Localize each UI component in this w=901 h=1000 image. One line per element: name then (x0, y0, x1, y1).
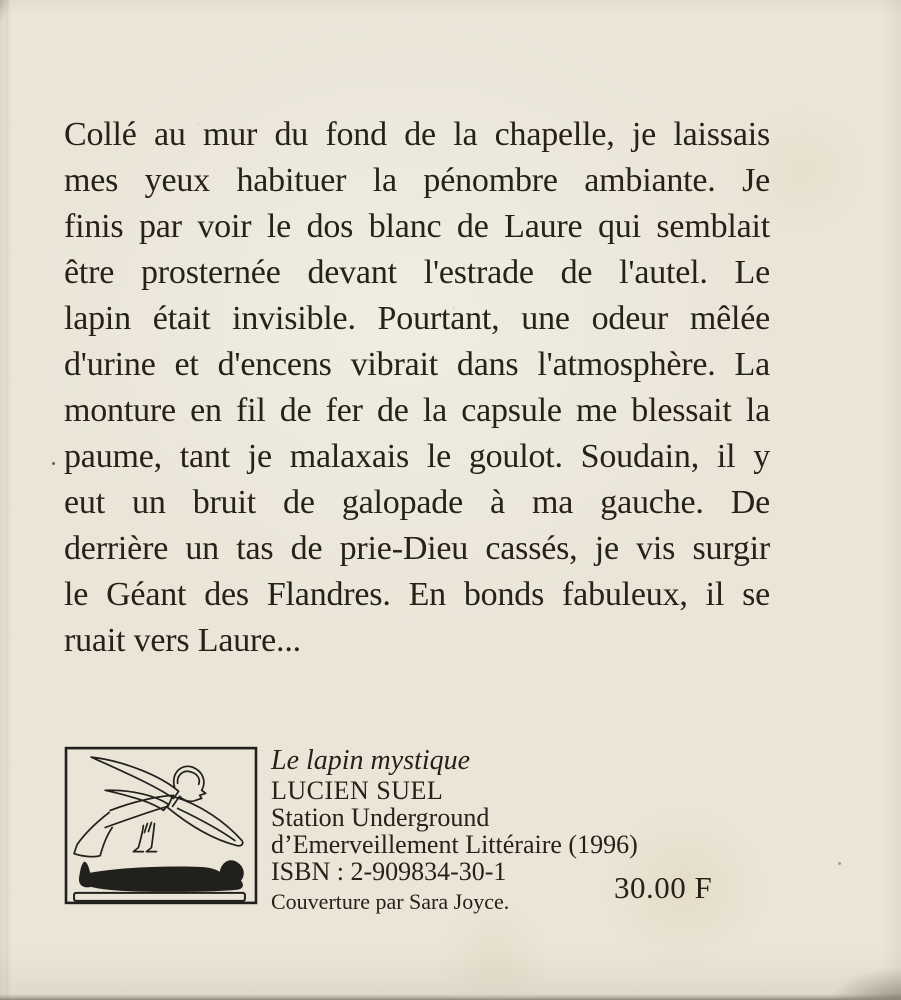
book-title: Le lapin mystique (271, 745, 471, 776)
excerpt-line: finis par voir le dos blanc de Laure qui semblait (64, 208, 770, 245)
excerpt-line: Collé au mur du fond de la chapelle, je laissais (64, 116, 770, 153)
excerpt-line: d'urine et d'encens vibrait dans l'atmosphère. La (64, 346, 770, 383)
publisher-name-line2: d’Emerveillement Littéraire (1996) (271, 830, 638, 859)
excerpt-paragraph (64, 112, 770, 664)
publisher-name: Station Underground (271, 803, 490, 832)
excerpt-line: mes yeux habituer la pénombre ambiante. Je (64, 162, 770, 199)
author-name: LUCIEN SUEL (271, 776, 444, 805)
paper-corner-shading (0, 0, 10, 24)
price: 30.00 F (614, 870, 713, 905)
cover-credit: Couverture par Sara Joyce. (271, 889, 510, 914)
excerpt-line: monture en fil de fer de la capsule me blessait la (64, 392, 770, 429)
excerpt-line: derrière un tas de prie-Dieu cassés, je vis surgir (64, 530, 770, 567)
excerpt-line: le Géant des Flandres. En bonds fabuleux, il se (64, 576, 770, 613)
publisher-logo (64, 746, 258, 905)
excerpt-line: ruait vers Laure... (64, 622, 301, 659)
winged-spirit-over-recumbent-body-icon (64, 746, 258, 905)
excerpt-line: eut un bruit de galopade à ma gauche. De (64, 484, 770, 521)
excerpt-line: paume, tant je malaxais le goulot. Soudain, il y (64, 438, 770, 475)
paper-specks (52, 462, 55, 465)
excerpt-line: être prosternée devant l'estrade de l'autel. Le (64, 254, 770, 291)
isbn: ISBN : 2-909834-30-1 (271, 857, 507, 886)
paper-bottom-edge (0, 994, 901, 1000)
excerpt-line: lapin était invisible. Pourtant, une odeur mêlée (64, 300, 770, 337)
